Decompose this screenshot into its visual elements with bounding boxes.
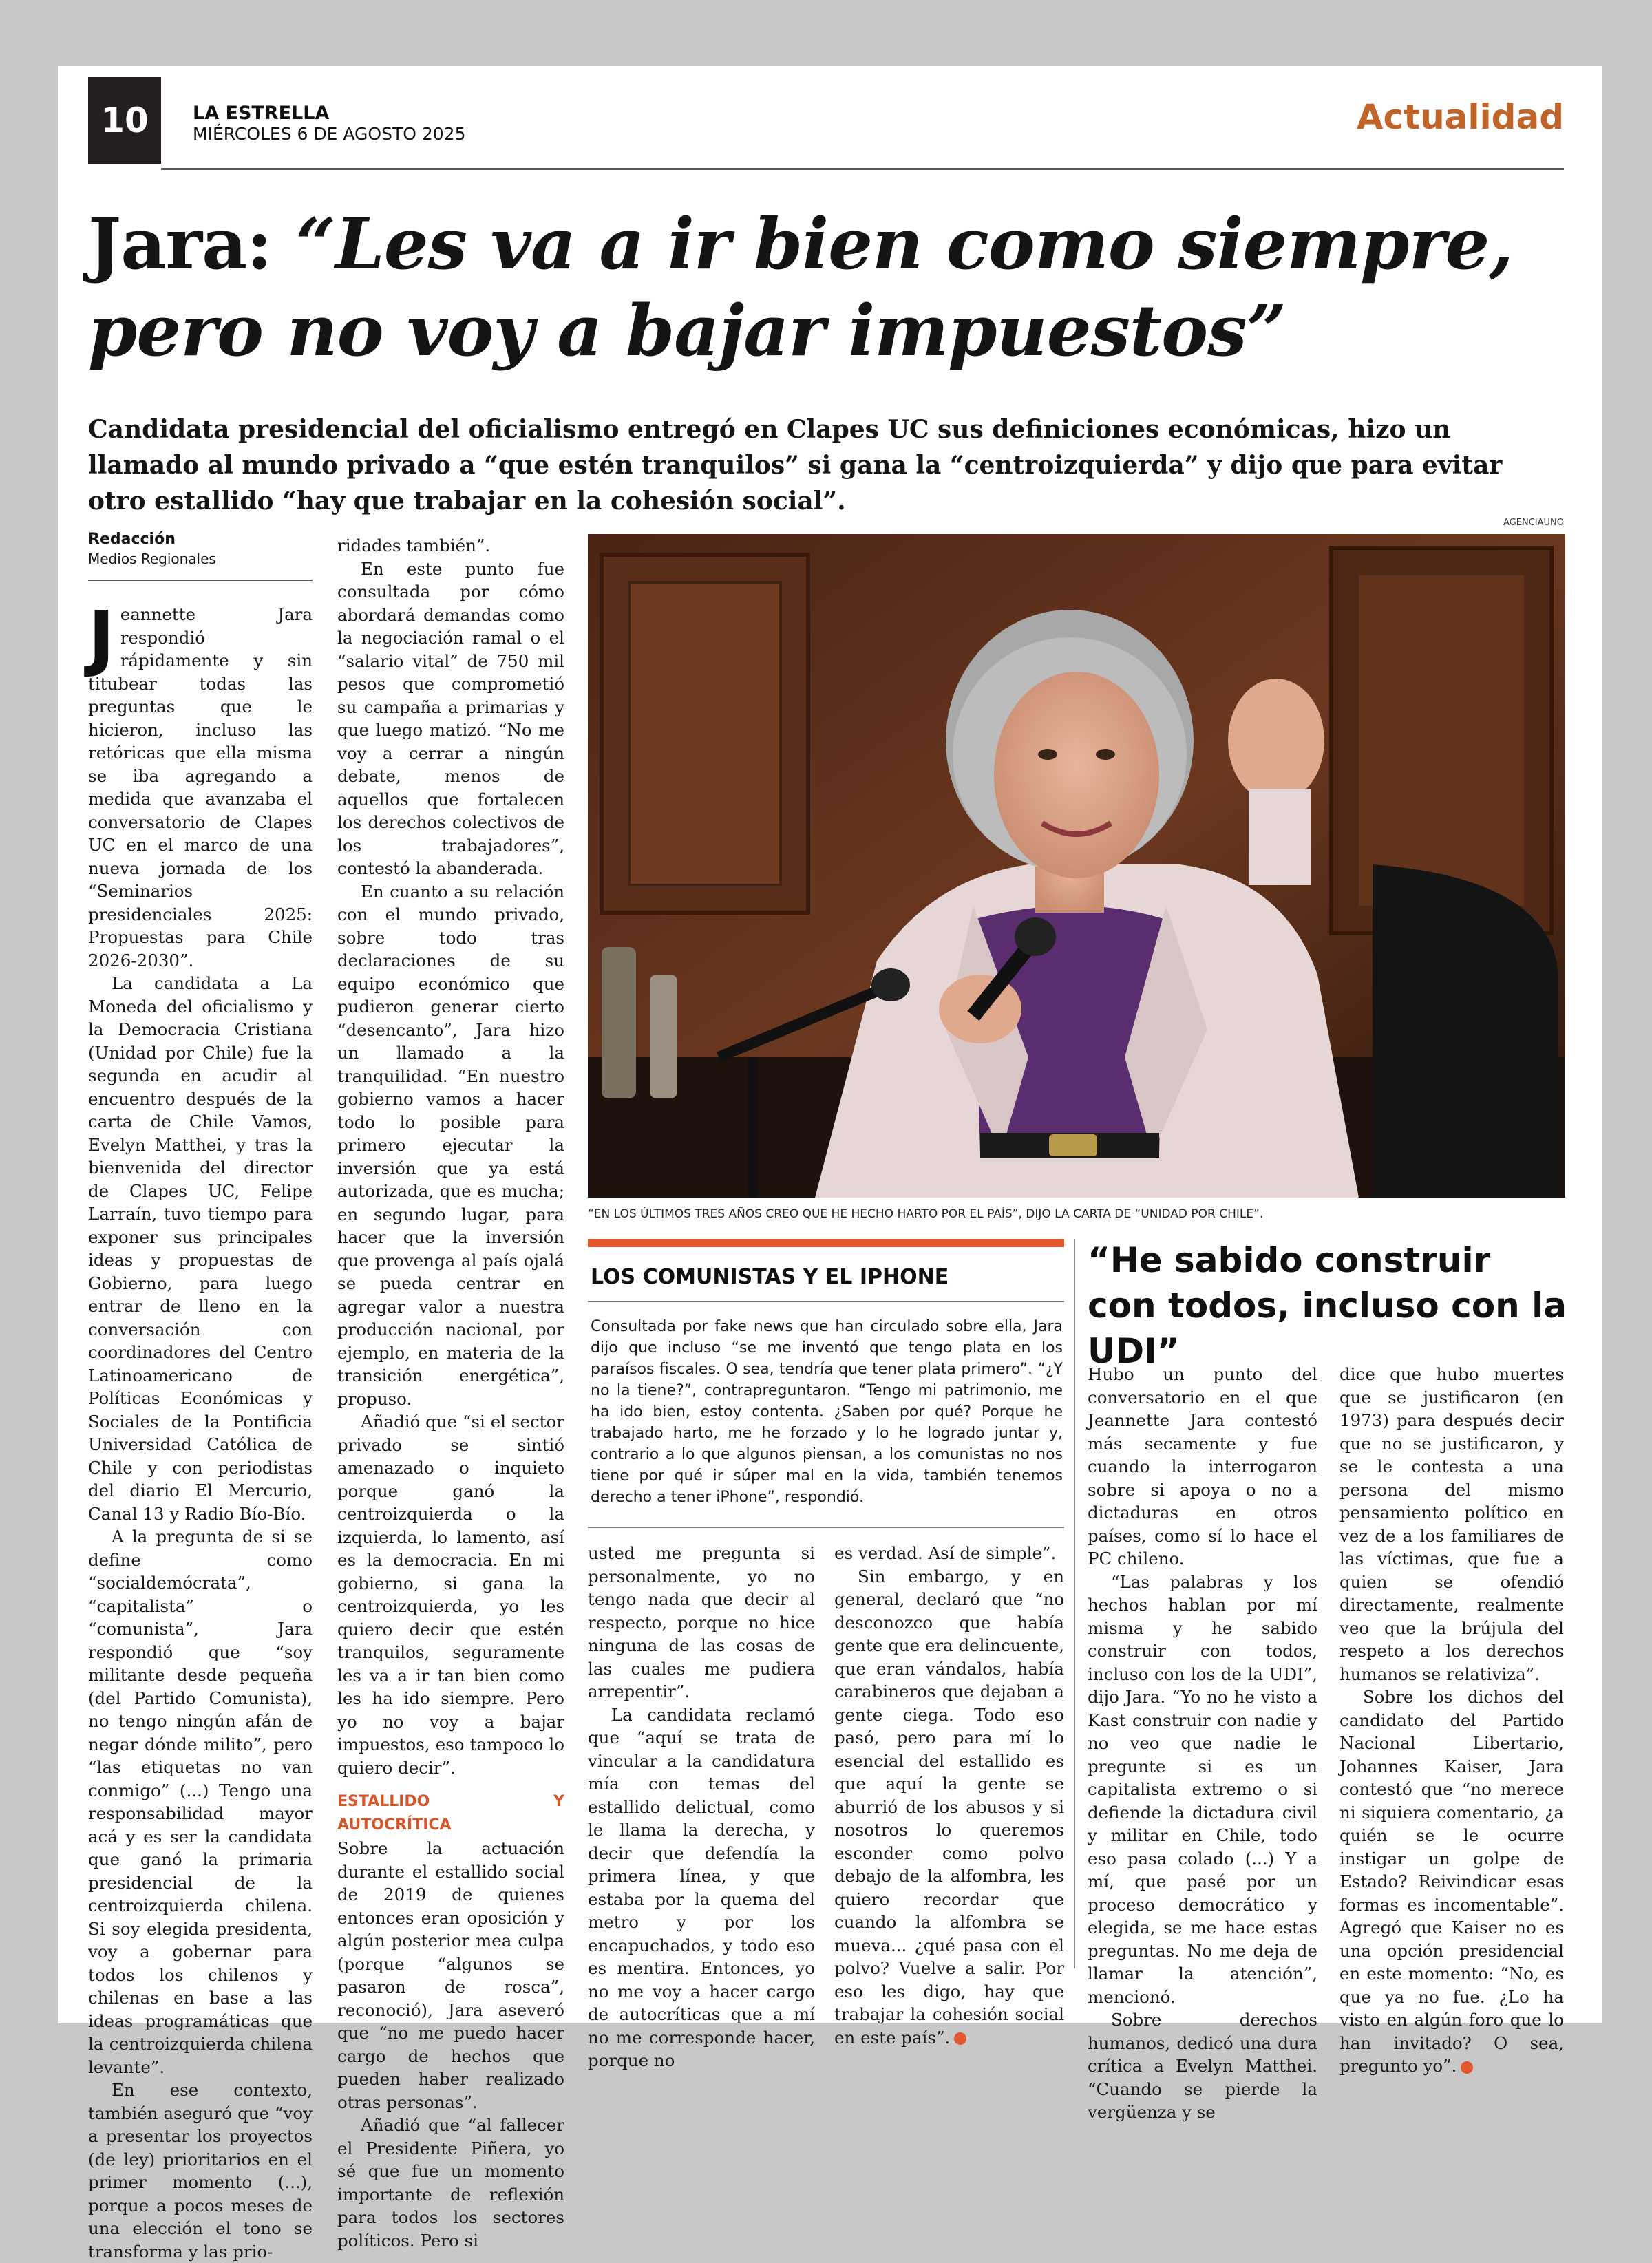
body-paragraph: Añadió que “al fallecer el Presidente Piñera, yo sé que fue un momento importante de reflexión para todos los sectores políticos. Pero si [337,2115,564,2251]
article-column-4 [834,1542,1064,2048]
body-paragraph: usted me pregunta si personalmente, yo no tengo nada que decir al respecto, porque no hice ninguna de las cosas de las cuales me pudiera arrepentir”. [588,1543,815,1701]
box-accent-rule [588,1239,1064,1247]
body-paragraph: ridades también”. [337,535,491,555]
photo-caption: “EN LOS ÚLTIMOS TRES AÑOS CREO QUE HE HECHO HARTO POR EL PAÍS”, DIJO LA CARTA DE “UNIDAD POR CHILE”. [588,1207,1264,1221]
body-paragraph [1339,1686,1564,2078]
headline [88,201,1575,374]
body-paragraph: Sobre la actuación durante el estallido social de 2019 de quienes entonces eran oposición y algún posterior mea culpa (porque “algunos se pasaron de rosca”, reconoció), Jara aseveró que “no me puedo hacer cargo de hechos que pueden haber realizado otras personas”. [337,1838,564,2112]
paragraph-text: Sin embargo, y en general, declaró que “no desconozco que había gente que era delincuente, que eran vándalos, había carabineros que dejaban a gente ciega. Todo eso pasó, pero para mí lo esencial del estallido es que aquí la gente se aburrió de los abusos y si nosotros lo queremos esconder como polvo debajo de la alfombra, les quiero recordar que cuando la alfombra se mueva... ¿qué pasa con el polvo? Vuelve a salir. Por eso les digo, hay que trabajar la cohesión social en este país”. [834,1566,1064,2048]
body-paragraph: dice que hubo muertes que se justificaron (en 1973) para después decir que no se justificaron, y se le contesta a una persona del mismo pensamiento político en vez de a los familiares de las víctimas, que fue a quien se ofendió directamente, realmente veo que la brújula del respeto a los derechos humanos se relativiza”. [1339,1364,1564,1684]
byline-rule [88,580,313,581]
headline-quote: “Les va a ir bien como siempre, pero no voy a bajar impuestos” [88,203,1513,372]
article-column-2 [337,534,564,2251]
section-label: Actualidad [1356,97,1564,137]
body-paragraph: es verdad. Así de simple”. [834,1543,1057,1563]
article-column-6 [1339,1363,1564,2076]
body-paragraph: Añadió que “si el sector privado se sintió amenazado o inquieto porque ganó la centroizquierda o la izquierda, lo lamento, así es la democracia. En mi gobierno, si gana la centroizquierda, yo les quiero decir que estén tranquilos, seguramente les va a ir tan bien como les ha ido siempre. Pero yo no voy a bajar impuestos, eso tampoco lo quiero decir”. [337,1412,564,1778]
publication-date: MIÉRCOLES 6 DE AGOSTO 2025 [193,124,466,144]
deck: Candidata presidencial del oficialismo entregó en Clapes UC sus definiciones económicas, hizo un llamado al mundo privado a “que estén tranquilos” si gana la “centroizquierda” y dijo que para evitar otro estallido “hay que trabajar en la cohesión social”. [88,415,1503,516]
drop-cap: J [88,595,115,679]
article-column-5 [1088,1363,1317,2122]
paragraph-text: eannette Jara respondió rápidamente y sin titubear todas las preguntas que le hicieron, incluso las retóricas que ella misma se iba agregando a medida que avanzaba el conversatorio de Clapes UC en el marco de una nueva jornada de los “Seminarios presidenciales 2025: Propuestas para Chile 2026-2030”. [88,604,313,970]
end-mark-icon [954,2032,966,2045]
box-title: LOS COMUNISTAS Y EL IPHONE [591,1265,949,1289]
box-title-rule [588,1301,1064,1302]
body-paragraph: La candidata a La Moneda del oficialismo y la Democracia Cristiana (Unidad por Chile) fue la segunda en acudir al encuentro después de la carta de Chile Vamos, Evelyn Matthei, y tras la bienvenida del director de Clapes UC, Felipe Larraín, tuvo tiempo para exponer sus principales ideas y propuestas de Gobierno, para luego entrar de lleno en la conversación con coordinadores del Centro Latinoamericano de Políticas Económicas y Sociales de la Pontificia Universidad Católica de Chile y con periodistas del diario El Mercurio, Canal 13 y Radio Bío-Bío. [88,973,313,1524]
headline-prefix: Jara: [88,203,296,286]
box-bottom-rule [588,1527,1064,1528]
body-paragraph [834,1565,1064,2050]
body-paragraph [88,595,313,972]
body-paragraph: En cuanto a su relación con el mundo privado, sobre todo tras declaraciones de su equipo económico que pudieron generar cierto “desencanto”, Jara hizo un llamado a la tranquilidad. “En nuestro gobierno vamos a hacer todo lo posible para primero ejecutar la inversión que ya está autorizada, que es mucha; en segundo lugar, para hacer que la inversión que provenga al país ojalá se pueda centrar en agregar valor a nuestra producción nacional, por ejemplo, en materia de la transición energética”, propuso. [337,881,564,1409]
body-paragraph: Sobre derechos humanos, dedicó una dura crítica a Evelyn Matthei. “Cuando se pierde la vergüenza y se [1088,2010,1317,2122]
body-paragraph: En este punto fue consultada por cómo abordará demandas como la negociación ramal o el “salario vital” de 750 mil pesos que comprometió su campaña a primarias y que luego matizó. “No me voy a cerrar a ningún debate, menos de aquellos que fortalecen los derechos colectivos de los trabajadores”, contestó la abanderada. [337,558,564,878]
paragraph-text: Sobre los dichos del candidato del Partido Nacional Libertario, Johannes Kaiser, Jara contestó que “no merece ni siquiera comentario, ¿a quién se le ocurre instigar un golpe de Estado? Reivindicar esas formas es incomentable”. Agregó que Kaiser no es una opción presidencial en este momento: “No, es que ya no fue. ¿Lo ha visto en algún foro que lo han invitado? O sea, pregunto yo”. [1339,1687,1564,2076]
body-paragraph: Hubo un punto del conversatorio en el que Jeannette Jara contestó más secamente y fue cuando la interrogaron sobre si apoya o no a dictaduras en otros países, como sí lo hace el PC chileno. [1088,1364,1317,1569]
header-rule [161,168,1564,170]
page-number: 10 [88,77,161,164]
body-paragraph: A la pregunta de si se define como “socialdemócrata”, “capitalista” o “comunista”, Jara respondió que “soy militante desde pequeña (del Partido Comunista), no tengo ningún afán de negar dónde milito”, pero “las etiquetas no van conmigo” (...) Tengo una responsabilidad mayor acá y es ser la candidata que ganó la primaria presidencial de la centroizquierda chilena. Si soy elegida presidenta, voy a gobernar para todos los chilenos y chilenas en base a las ideas programáticas que la centroizquierda chilena levante”. [88,1527,313,2077]
byline-org: Medios Regionales [88,551,216,567]
side-story-title: “He sabido construir con todos, incluso con la UDI” [1088,1240,1567,1371]
subhead-estallido: ESTALLIDO Y AUTOCRÍTICA [337,1793,564,1834]
box-text: Consultada por fake news que han circulado sobre ella, Jara dijo que incluso “se me inventó que tengo plata en los paraísos fiscales. O sea, tendría que tener plata primero”. “¿Y no la tiene?”, contrapreguntaron. “Tengo mi patrimonio, me ha ido bien, estoy contenta. ¿Saben por qué? Porque he trabajado harto, me he forzado y lo he logrado juntar y, contrario a lo que algunos piensan, a los comunistas no nos tiene por qué ir súper mal en la vida, también tenemos derecho a tener iPhone”, respondió. [591,1318,1063,1506]
publication-name: LA ESTRELLA [193,103,330,124]
article-column-1 [88,595,313,2262]
photo-credit: AGENCIAUNO [1503,518,1564,528]
main-photo [588,534,1565,1198]
photo-illustration [588,534,1565,1198]
end-mark-icon [1461,2061,1473,2074]
byline-name: Redacción [88,531,176,548]
article-column-3 [588,1542,815,2070]
body-paragraph: En ese contexto, también aseguró que “voy a presentar los proyectos (de ley) prioritarios en el primer momento (...), porque a pocos meses de una elección el tono se transforma y las prio- [88,2080,313,2262]
column-divider [1074,1239,1075,1968]
body-paragraph: La candidata reclamó que “aquí se trata de vincular a la candidatura mía con temas del estallido delictual, como le llama la derecha, y decir que defendía la primera línea, y que estaba por la quema del metro y por los encapuchados, y todo eso es mentira. Entonces, yo no me voy a hacer cargo de autocríticas que a mí no me corresponde hacer, porque no [588,1704,815,2070]
body-paragraph: “Las palabras y los hechos hablan por mí misma y he sabido construir con todos, incluso con los de la UDI”, dijo Jara. “Yo no he visto a Kast construir con nadie y no veo que nadie le pregunte si es un capitalista extremo o si defiende la dictadura civil y militar en Chile, todo eso pasa colado (...) Y a mí, que pasé por un proceso democrático y elegida, se me hace estas preguntas. No me deja de llamar la atención”, mencionó. [1088,1571,1317,2007]
